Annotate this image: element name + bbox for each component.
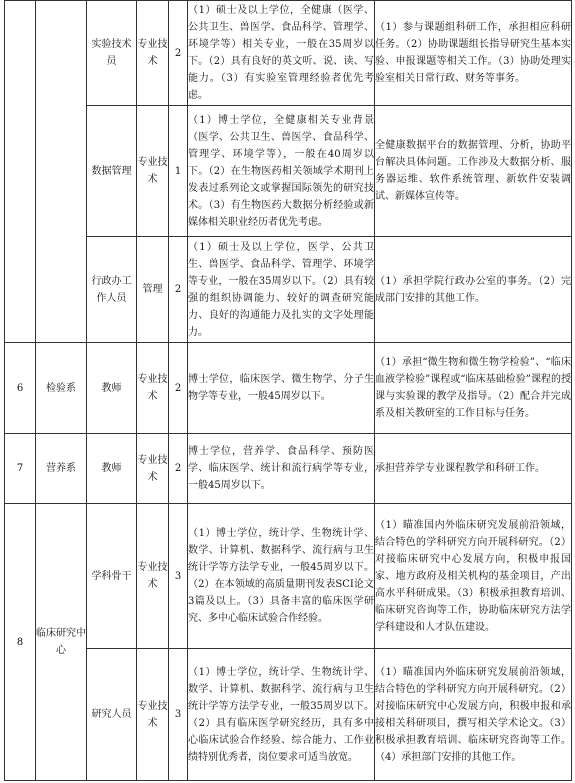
duties-cell: （1）参与课题组科研工作，承担相应科研任务。（2）协助课题组长指导研究生基本实验、申报课题等相关工作。（3）协助处理实验室相关日常行政、财务等事务。	[375, 1, 572, 106]
recruitment-table	[4, 0, 572, 781]
position-type-cell: 管理	[137, 237, 169, 343]
position-cell: 学科骨干	[87, 504, 137, 649]
position-cell: 研究人员	[87, 649, 137, 781]
position-type-cell: 专业技术	[137, 504, 169, 649]
headcount-cell: 2	[169, 1, 188, 106]
headcount-cell: 1	[169, 106, 188, 237]
table-row	[5, 649, 572, 781]
position-type-cell: 专业技术	[137, 434, 169, 504]
table-row	[5, 504, 572, 649]
requirements-cell: （1）博士学位，全健康相关专业背景（医学、公共卫生、兽医学、食品科学、管理学、环境学等），一般在40周岁以下。（2）在生物医药相关领域学术期刊上发表过系列论文或掌握国际领先的研究技术。（3）有生物医药大数据分析经验或新媒体相关职业经历者优先考虑。	[188, 106, 375, 237]
requirements-cell: 博士学位，临床医学、微生物学、分子生物学等专业，一般45周岁以下。	[188, 343, 375, 434]
headcount-cell: 2	[169, 343, 188, 434]
position-cell: 数据管理	[87, 106, 137, 237]
table-row	[5, 106, 572, 237]
requirements-cell: （1）硕士及以上学位，全健康（医学、公共卫生、兽医学、食品科学、管理学、环境学等）相关专业，一般在35周岁以下。（2）具有良好的英文听、说、读、写能力。（3）有实验室管理经验者优先考虑。	[188, 1, 375, 106]
headcount-cell: 2	[169, 237, 188, 343]
table-row	[5, 237, 572, 343]
index-cell: 8	[5, 504, 36, 781]
position-cell: 行政办工作人员	[87, 237, 137, 343]
table-row	[5, 434, 572, 504]
duties-cell: （1）瞄准国内外临床研究发展前沿领域，结合特色的学科研究方向开展科研究。（2）对接临床研究中心发展方向，积极申报国家、地方政府及相关机构的基金项目，产出高水平科研成果。（3）积极承担教育培训、临床研究咨询等工作，协助临床研究方法学学科建设和人才队伍建设。	[375, 504, 572, 649]
duties-cell: 承担营养学专业课程教学和科研工作。	[375, 434, 572, 504]
position-type-cell: 专业技术	[137, 343, 169, 434]
position-cell: 教师	[87, 434, 137, 504]
position-type-cell: 专业技术	[137, 1, 169, 106]
requirements-cell: （1）博士学位，统计学、生物统计学、数学、计算机、数据科学、流行病与卫生统计学等方法学专业，一般45周岁以下。（2）在本领域的高质量期刊发表SCI论文3篇及以上。（3）具备丰富的临床医学研究、多中心临床试验合作经验。	[188, 504, 375, 649]
headcount-cell: 3	[169, 649, 188, 781]
headcount-cell: 3	[169, 504, 188, 649]
department-cell: 临床研究中心	[36, 504, 87, 781]
requirements-cell: （1）博士学位，统计学、生物统计学、数学、计算机、数据科学、流行病与卫生统计学等方法学专业，一般35周岁以下。（2）具有临床医学研究经历，具有多中心临床试验合作经验、综合能力、工作业绩特别优秀者，岗位要求可适当放宽。	[188, 649, 375, 781]
duties-cell: （1）瞄准国内外临床研究发展前沿领域，结合特色的学科研究方向开展科研究。（2）对接临床研究中心发展方向，积极申报和承接相关科研项目，撰写相关学术论文。（3）积极承担教育培训、临床研究咨询等工作。（4）承担部门安排的其他工作。	[375, 649, 572, 781]
position-cell: 教师	[87, 343, 137, 434]
table-row	[5, 343, 572, 434]
duties-cell: 全健康数据平台的数据管理、分析，协助平台解决具体问题。工作涉及大数据分析、服务器运维、软件系统管理、新软件安装调试、新媒体宣传等。	[375, 106, 572, 237]
index-cell: 7	[5, 434, 36, 504]
position-cell: 实验技术员	[87, 1, 137, 106]
department-cell: 检验系	[36, 343, 87, 434]
index-cell: 6	[5, 343, 36, 434]
department-cell	[36, 1, 87, 343]
duties-cell: （1）承担“微生物和微生物学检验”、“临床血液学检验”课程或“临床基础检验”课程的授课与实验课的教学及指导。（2）配合并完成系及相关教研室的工作目标与任务。	[375, 343, 572, 434]
position-type-cell: 专业技术	[137, 649, 169, 781]
table-row	[5, 1, 572, 106]
position-type-cell: 专业技术	[137, 106, 169, 237]
requirements-cell: 博士学位，营养学、食品科学、预防医学、临床医学、统计和流行病学等专业，一般45周岁以下。	[188, 434, 375, 504]
index-cell	[5, 1, 36, 343]
duties-cell: （1）承担学院行政办公室的事务。（2）完成部门安排的其他工作。	[375, 237, 572, 343]
requirements-cell: （1）硕士及以上学位，医学、公共卫生、兽医学、食品科学、管理学、环境学等专业，一般在35周岁以下。（2）具有较强的组织协调能力、较好的调查研究能力、良好的沟通能力及扎实的文字处理能力。	[188, 237, 375, 343]
headcount-cell: 2	[169, 434, 188, 504]
department-cell: 营养系	[36, 434, 87, 504]
